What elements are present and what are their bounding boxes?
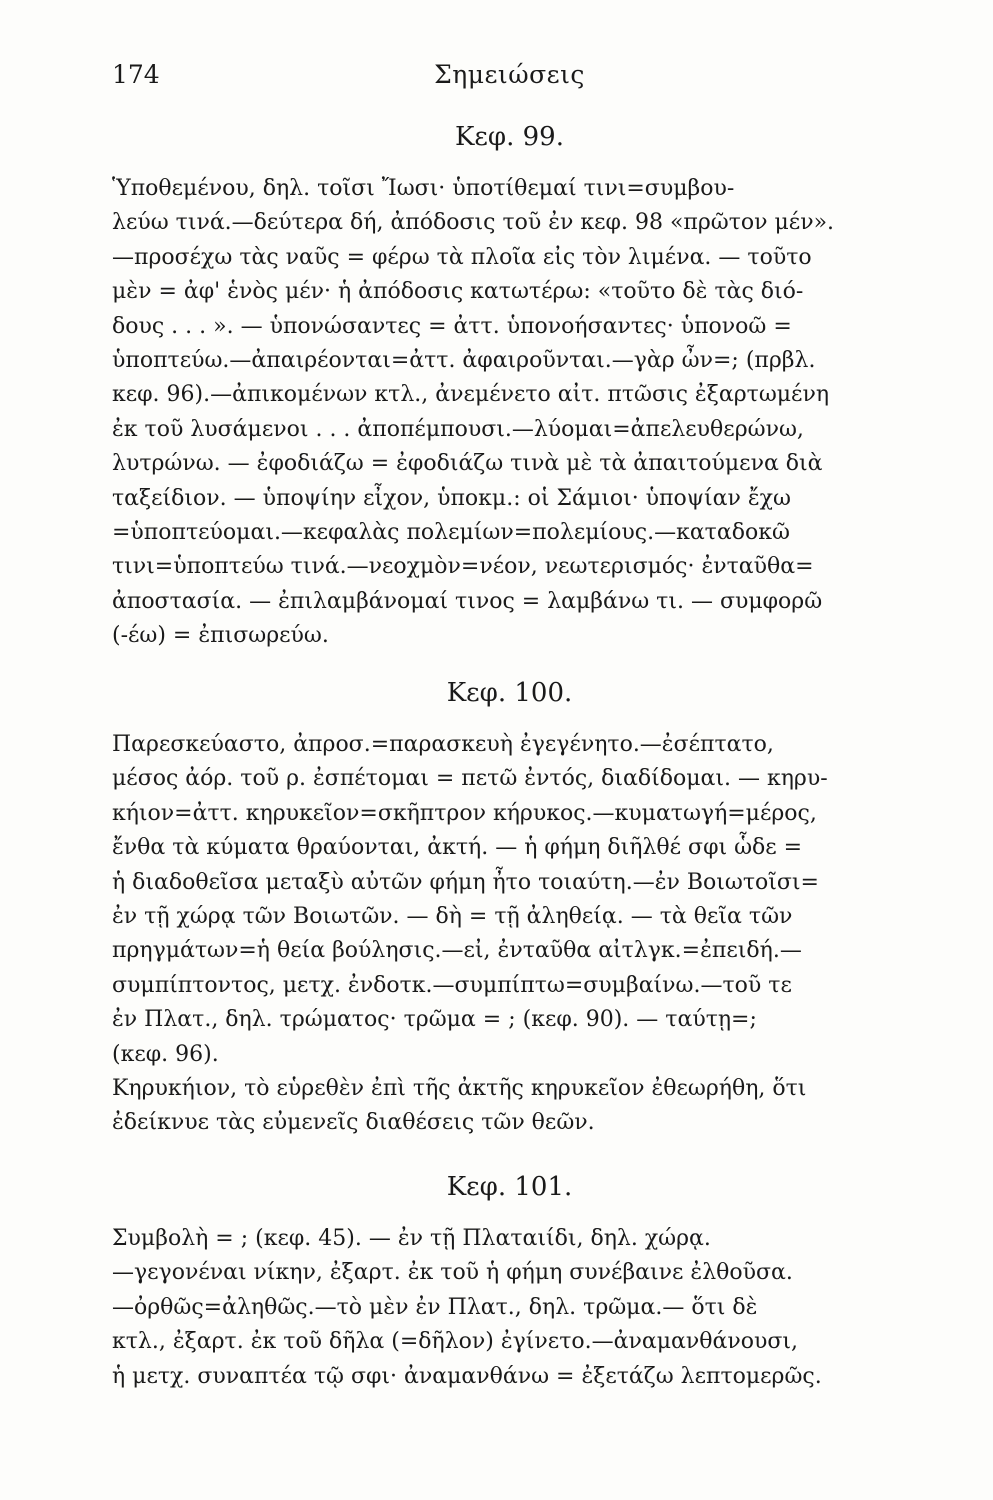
text-line: ταξείδιον. — ὑποψίην εἶχον, ὑποκμ.: οἱ Σάμιοι· ὑποψίαν ἔχω bbox=[112, 485, 791, 511]
text-line: μὲν = ἀφ' ἑνὸς μέν· ἡ ἀπόδοσις κατωτέρω: «τοῦτο δὲ τὰς διό- bbox=[112, 279, 804, 305]
text-line: λεύω τινά.—δεύτερα δή, ἀπόδοσις τοῦ ἐν κεφ. 98 «πρῶτον μέν». bbox=[112, 210, 835, 236]
text-line: Ὑποθεμένου, δηλ. τοῖσι Ἴωσι· ὑποτίθεμαί τινι=συμβου- bbox=[112, 176, 735, 201]
text-line: λυτρώνω. — ἐφοδιάζω = ἐφοδιάζω τινὰ μὲ τὰ ἀπαιτούμενα διὰ bbox=[112, 451, 823, 477]
running-head bbox=[112, 58, 907, 92]
text-line: (-έω) = ἐπισωρεύω. bbox=[112, 623, 329, 649]
text-line: ἡ διαδοθεῖσα μεταξὺ αὐτῶν φήμη ἦτο τοιαύτη.—ἐν Βοιωτοῖσι= bbox=[112, 869, 819, 895]
text-line: Παρεσκεύαστο, ἀπροσ.=παρασκευὴ ἐγεγένητο.—ἐσέπτατο, bbox=[112, 732, 774, 757]
text-line: ἐν τῇ χώρᾳ τῶν Βοιωτῶν. — δὴ = τῇ ἀληθείᾳ. — τὰ θεῖα τῶν bbox=[112, 903, 793, 929]
text-line: κεφ. 96).—ἀπικομένων κτλ., ἀνεμένετο αἰτ. πτῶσις ἐξαρτωμένη bbox=[112, 382, 830, 408]
text-line: δους . . . ». — ὑπονώσαντες = ἀττ. ὑπονοήσαντες· ὑπονοῶ = bbox=[112, 313, 792, 339]
text-line: —ὀρθῶς=ἀληθῶς.—τὸ μὲν ἐν Πλατ., δηλ. τρῶμα.— ὅτι δὲ bbox=[112, 1294, 758, 1320]
text-line: ὑποπτεύω.—ἀπαιρέονται=ἀττ. ἀφαιροῦνται.—γὰρ ὦν=; (πρβλ. bbox=[112, 347, 816, 373]
chapter-heading: Κεφ. 101. bbox=[446, 1172, 573, 1202]
text-line: ἐκ τοῦ λυσάμενοι . . . ἀποπέμπουσι.—λύομαι=ἀπελευθερώνω, bbox=[112, 416, 804, 442]
text-line: ἐδείκνυε τὰς εὐμενεῖς διαθέσεις τῶν θεῶν. bbox=[112, 1110, 595, 1136]
text-line: —γεγονέναι νίκην, ἐξαρτ. ἐκ τοῦ ἡ φήμη συνέβαινε ἐλθοῦσα. bbox=[112, 1260, 793, 1286]
text-line: ἀποστασία. — ἐπιλαμβάνομαί τινος = λαμβάνω τι. — συμφορῶ bbox=[112, 588, 823, 614]
text-line: ἔνθα τὰ κύματα θραύονται, ἀκτή. — ἡ φήμη διῆλθέ σφι ὧδε = bbox=[112, 835, 803, 861]
text-line: κτλ., ἐξαρτ. ἐκ τοῦ δῆλα (=δῆλον) ἐγίνετο.—ἀναμανθάνουσι, bbox=[112, 1329, 798, 1355]
chapter-heading: Κεφ. 99. bbox=[455, 122, 564, 152]
text-line: ἡ μετχ. συναπτέα τῷ σφι· ἀναμανθάνω = ἐξετάζω λεπτομερῶς. bbox=[112, 1363, 822, 1389]
chapter-body bbox=[112, 728, 907, 1141]
chapter-heading: Κεφ. 100. bbox=[446, 678, 573, 708]
chapter-body bbox=[112, 172, 907, 653]
text-line: (κεφ. 96). bbox=[112, 1041, 219, 1067]
chapter-body bbox=[112, 1222, 907, 1394]
text-line: =ὑποπτεύομαι.—κεφαλὰς πολεμίων=πολεμίους.—καταδοκῶ bbox=[112, 519, 790, 545]
text-line: πρηγμάτων=ἡ θεία βούλησις.—εἰ, ἐνταῦθα αἰτλγκ.=ἐπειδή.— bbox=[112, 938, 802, 964]
page-number: 174 bbox=[112, 60, 160, 89]
text-line: μέσος ἀόρ. τοῦ ρ. ἐσπέτομαι = πετῶ ἐντός, διαδίδομαι. — κηρυ- bbox=[112, 766, 828, 792]
text-line: τινι=ὑποπτεύω τινά.—νεοχμὸν=νέον, νεωτερισμός· ἐνταῦθα= bbox=[112, 554, 814, 580]
text-line: Κηρυκήιον, τὸ εὑρεθὲν ἐπὶ τῆς ἀκτῆς κηρυκεῖον ἐθεωρήθη, ὅτι bbox=[112, 1075, 807, 1101]
running-title: Σημειώσεις bbox=[434, 60, 585, 89]
text-line: Συμβολὴ = ; (κεφ. 45). — ἐν τῇ Πλαταιίδι, δηλ. χώρᾳ. bbox=[112, 1226, 711, 1251]
text-line: κήιον=ἀττ. κηρυκεῖον=σκῆπτρον κήρυκος.—κυματωγή=μέρος, bbox=[112, 800, 817, 826]
text-line: συμπίπτοντος, μετχ. ἐνδοτκ.—συμπίπτω=συμβαίνω.—τοῦ τε bbox=[112, 972, 792, 998]
text-line: ἐν Πλατ., δηλ. τρώματος· τρῶμα = ; (κεφ. 90). — ταύτῃ=; bbox=[112, 1007, 757, 1033]
text-line: —προσέχω τὰς ναῦς = φέρω τὰ πλοῖα εἰς τὸν λιμένα. — τοῦτο bbox=[112, 244, 812, 270]
